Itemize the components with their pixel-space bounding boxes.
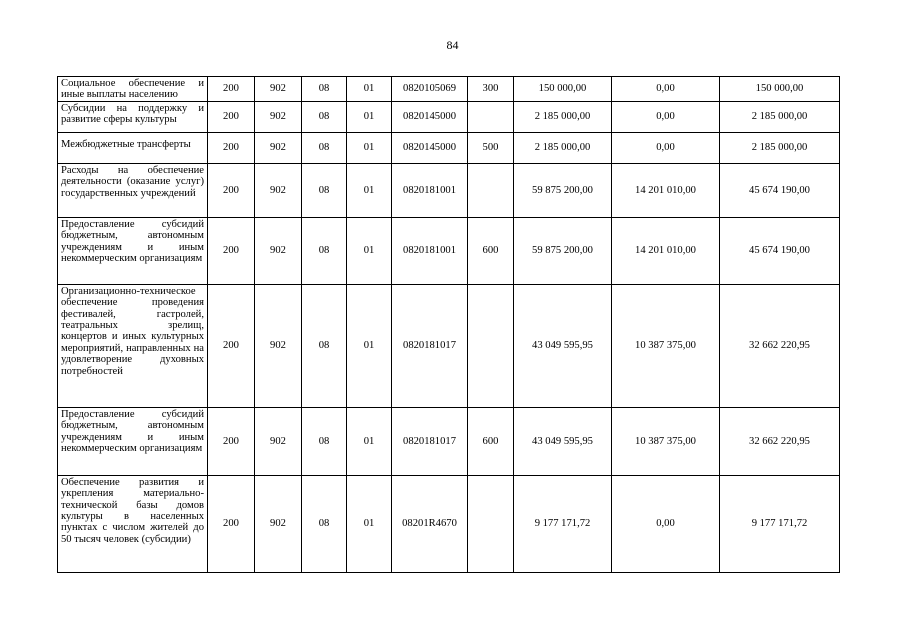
cell-sum-plan: 2 185 000,00 <box>514 132 612 163</box>
cell-ved: 902 <box>255 217 302 284</box>
cell-sum-change: 0,00 <box>612 475 720 572</box>
cell-sum-total: 9 177 171,72 <box>720 475 840 572</box>
cell-sum-change: 0,00 <box>612 132 720 163</box>
page-number: 84 <box>446 38 459 52</box>
cell-gr: 200 <box>208 101 255 132</box>
cell-sum-total: 150 000,00 <box>720 77 840 102</box>
cell-sum-total: 32 662 220,95 <box>720 284 840 407</box>
cell-gr: 200 <box>208 475 255 572</box>
cell-sum-change: 0,00 <box>612 77 720 102</box>
row-name: Межбюджетные трансферты <box>58 132 208 163</box>
cell-ved: 902 <box>255 284 302 407</box>
cell-csr: 0820181001 <box>392 163 468 217</box>
table-row <box>58 163 840 217</box>
cell-vr <box>468 475 514 572</box>
cell-sum-plan: 59 875 200,00 <box>514 217 612 284</box>
table-row <box>58 77 840 102</box>
cell-ved: 902 <box>255 407 302 475</box>
cell-sum-change: 14 201 010,00 <box>612 163 720 217</box>
cell-sum-plan: 59 875 200,00 <box>514 163 612 217</box>
cell-vr: 300 <box>468 77 514 102</box>
cell-sum-change: 10 387 375,00 <box>612 284 720 407</box>
row-name: Расходы на обеспечение деятельности (оказание услуг) государственных учреждений <box>58 163 208 217</box>
cell-rz: 08 <box>302 217 347 284</box>
cell-sum-plan: 43 049 595,95 <box>514 407 612 475</box>
cell-gr: 200 <box>208 163 255 217</box>
cell-csr: 0820145000 <box>392 101 468 132</box>
cell-ved: 902 <box>255 101 302 132</box>
cell-ved: 902 <box>255 475 302 572</box>
cell-sum-total: 2 185 000,00 <box>720 132 840 163</box>
cell-pr: 01 <box>347 407 392 475</box>
cell-pr: 01 <box>347 132 392 163</box>
cell-csr: 0820181017 <box>392 407 468 475</box>
cell-sum-plan: 9 177 171,72 <box>514 475 612 572</box>
cell-vr: 600 <box>468 407 514 475</box>
cell-csr: 0820105069 <box>392 77 468 102</box>
cell-rz: 08 <box>302 101 347 132</box>
cell-rz: 08 <box>302 475 347 572</box>
table-row <box>58 284 840 407</box>
cell-pr: 01 <box>347 217 392 284</box>
table-row <box>58 217 840 284</box>
cell-pr: 01 <box>347 163 392 217</box>
row-name: Предоставление субсидий бюджетным, автономным учреждениям и иным некоммерческим организациям <box>58 407 208 475</box>
cell-sum-plan: 150 000,00 <box>514 77 612 102</box>
cell-sum-plan: 43 049 595,95 <box>514 284 612 407</box>
cell-rz: 08 <box>302 407 347 475</box>
row-name: Предоставление субсидий бюджетным, автономным учреждениям и иным некоммерческим организациям <box>58 217 208 284</box>
cell-ved: 902 <box>255 163 302 217</box>
row-name: Социальное обеспечение и иные выплаты населению <box>58 77 208 102</box>
cell-gr: 200 <box>208 407 255 475</box>
table-row <box>58 132 840 163</box>
cell-rz: 08 <box>302 132 347 163</box>
cell-sum-total: 45 674 190,00 <box>720 217 840 284</box>
cell-sum-change: 0,00 <box>612 101 720 132</box>
cell-sum-total: 32 662 220,95 <box>720 407 840 475</box>
cell-csr: 0820145000 <box>392 132 468 163</box>
cell-ved: 902 <box>255 132 302 163</box>
cell-sum-total: 2 185 000,00 <box>720 101 840 132</box>
table-row <box>58 101 840 132</box>
cell-gr: 200 <box>208 217 255 284</box>
cell-vr <box>468 284 514 407</box>
cell-csr: 08201R4670 <box>392 475 468 572</box>
cell-gr: 200 <box>208 284 255 407</box>
cell-sum-change: 10 387 375,00 <box>612 407 720 475</box>
table-row <box>58 475 840 572</box>
cell-csr: 0820181001 <box>392 217 468 284</box>
row-name: Организационно-техническое обеспечение проведения фестивалей, гастролей, театральных зрелищ, концертов и иных культурных мероприятий, направленных на удовлетворение духовных потребностей <box>58 284 208 407</box>
cell-sum-change: 14 201 010,00 <box>612 217 720 284</box>
cell-ved: 902 <box>255 77 302 102</box>
budget-table <box>57 76 840 573</box>
cell-sum-plan: 2 185 000,00 <box>514 101 612 132</box>
cell-rz: 08 <box>302 284 347 407</box>
cell-vr: 600 <box>468 217 514 284</box>
cell-rz: 08 <box>302 163 347 217</box>
row-name: Обеспечение развития и укрепления материально-технической базы домов культуры в населенных пунктах с числом жителей до 50 тысяч человек (субсидии) <box>58 475 208 572</box>
cell-rz: 08 <box>302 77 347 102</box>
cell-pr: 01 <box>347 284 392 407</box>
cell-pr: 01 <box>347 77 392 102</box>
cell-sum-total: 45 674 190,00 <box>720 163 840 217</box>
cell-csr: 0820181017 <box>392 284 468 407</box>
cell-gr: 200 <box>208 132 255 163</box>
cell-gr: 200 <box>208 77 255 102</box>
row-name: Субсидии на поддержку и развитие сферы культуры <box>58 101 208 132</box>
table-row <box>58 407 840 475</box>
cell-vr <box>468 163 514 217</box>
cell-vr: 500 <box>468 132 514 163</box>
cell-pr: 01 <box>347 475 392 572</box>
cell-vr <box>468 101 514 132</box>
cell-pr: 01 <box>347 101 392 132</box>
